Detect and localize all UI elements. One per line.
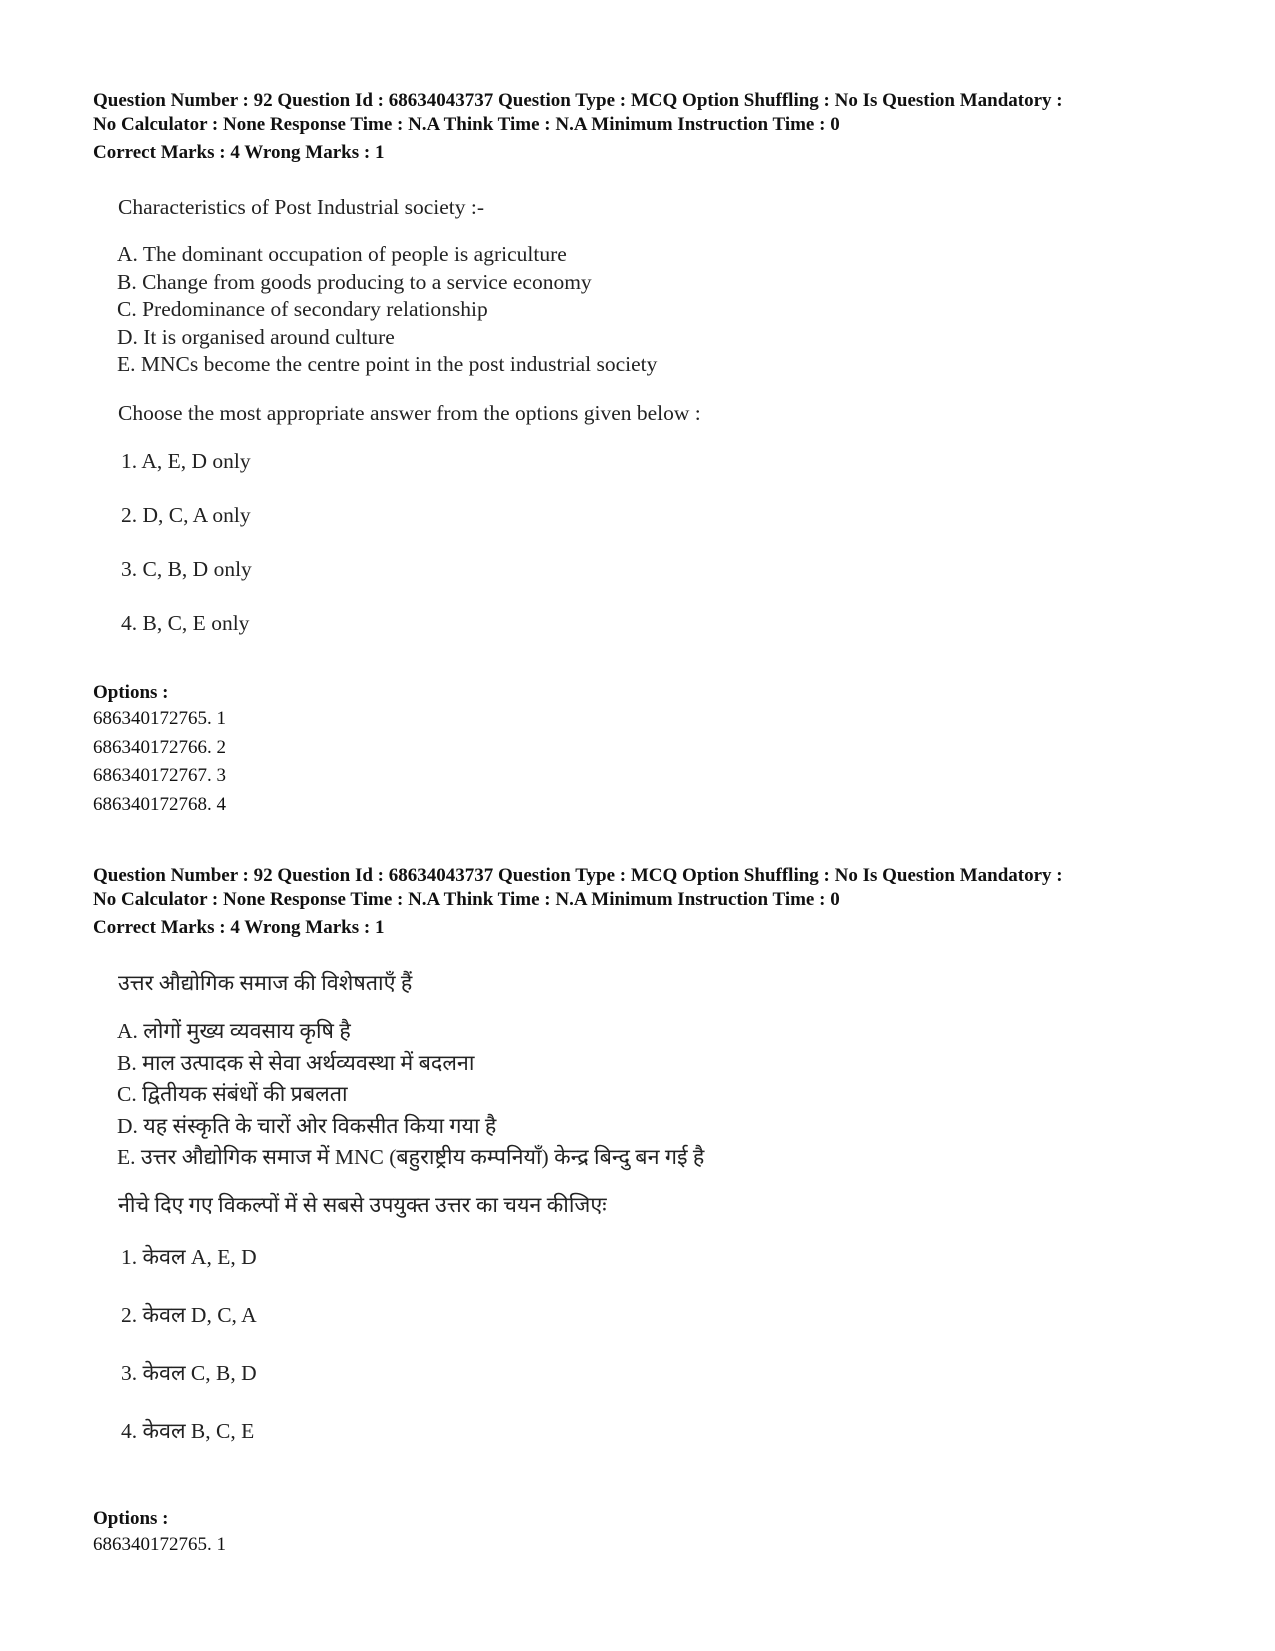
option-id: 686340172766. 2 — [93, 736, 226, 758]
question-meta-line-2: No Calculator : None Response Time : N.A Think Time : N.A Minimum Instruction Time : 0 — [93, 114, 840, 135]
question-meta-line-1: Question Number : 92 Question Id : 68634043737 Question Type : MCQ Option Shuffling : No Is Question Mandatory : — [93, 90, 1063, 111]
option-id: 686340172765. 1 — [93, 1534, 226, 1555]
option-id: 686340172767. 3 — [93, 765, 226, 786]
question-meta-line-2: No Calculator : None Response Time : N.A Think Time : N.A Minimum Instruction Time : 0 — [93, 889, 840, 910]
answer-choice: 1. केवल A, E, D — [121, 1244, 257, 1269]
statement-item: C. द्वितीयक संबंधों की प्रबलता — [117, 1082, 348, 1106]
answer-choice: 1. A, E, D only — [121, 448, 251, 473]
question-meta-line-1: Question Number : 92 Question Id : 68634043737 Question Type : MCQ Option Shuffling : No Is Question Mandatory : — [93, 865, 1063, 886]
statement-list — [117, 1016, 1223, 1174]
answer-choice: 3. केवल C, B, D — [121, 1360, 257, 1385]
answer-choice: 4. केवल B, C, E — [121, 1418, 255, 1443]
answer-list — [121, 447, 1223, 663]
options-title: Options : — [93, 682, 169, 703]
choose-instruction: Choose the most appropriate answer from the options given below : — [118, 400, 701, 425]
question-stem: Characteristics of Post Industrial society :- — [118, 195, 485, 219]
answer-choice: 3. C, B, D only — [121, 556, 252, 581]
answer-choice: 4. B, C, E only — [121, 610, 250, 635]
marks-info: Correct Marks : 4 Wrong Marks : 1 — [93, 142, 385, 163]
statement-item: E. उत्तर औद्योगिक समाज में MNC (बहुराष्ट्रीय कम्पनियाँ) केन्द्र बिन्दु बन गई है — [117, 1145, 705, 1169]
question-header-en — [93, 89, 1223, 165]
options-section-en — [93, 681, 1223, 819]
answer-choice: 2. केवल D, C, A — [121, 1302, 257, 1327]
statement-list — [117, 241, 1223, 379]
question-header-hi — [93, 864, 1223, 940]
statement-item: A. लोगों मुख्य व्यवसाय कृषि है — [117, 1019, 351, 1043]
option-id: 686340172765. 1 — [93, 708, 226, 729]
statement-item: D. यह संस्कृति के चारों ओर विकसीत किया गया है — [117, 1113, 497, 1138]
statement-item: B. Change from goods producing to a service economy — [117, 269, 592, 294]
statement-item: A. The dominant occupation of people is agriculture — [117, 242, 567, 266]
options-title: Options : — [93, 1508, 169, 1529]
option-id: 686340172768. 4 — [93, 793, 226, 815]
options-section-hi — [93, 1507, 1223, 1560]
answer-choice: 2. D, C, A only — [121, 502, 251, 527]
question-body-en — [93, 165, 1223, 663]
question-body-hi — [93, 940, 1223, 1472]
marks-info: Correct Marks : 4 Wrong Marks : 1 — [93, 917, 385, 938]
statement-item: B. माल उत्पादक से सेवा अर्थव्यवस्था में बदलना — [117, 1050, 475, 1075]
answer-list — [121, 1240, 1223, 1472]
statement-item: D. It is organised around culture — [117, 324, 395, 349]
statement-item: C. Predominance of secondary relationship — [117, 297, 488, 321]
choose-instruction: नीचे दिए गए विकल्पों में से सबसे उपयुक्त उत्तर का चयन कीजिएः — [118, 1192, 607, 1217]
question-stem: उत्तर औद्योगिक समाज की विशेषताएँ हैं — [118, 971, 413, 995]
statement-item: E. MNCs become the centre point in the post industrial society — [117, 352, 658, 376]
